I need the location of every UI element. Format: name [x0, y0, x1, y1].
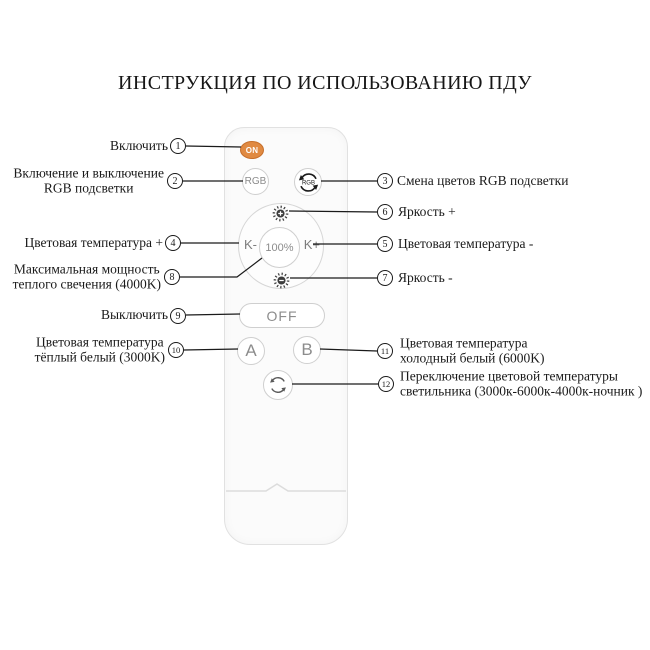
on-button: ON [240, 141, 264, 159]
sun-plus-icon [272, 205, 289, 222]
callout-label-12: Переключение цветовой температуры светильника (3000к-6000к-4000к-ночник ) [400, 368, 643, 398]
svg-text:RGB: RGB [301, 180, 315, 187]
callout-label-11: Цветовая температура холодный белый (6000K) [400, 335, 545, 365]
color-temp-minus-key: K- [244, 237, 257, 252]
dial-pad [238, 203, 324, 289]
a-button: A [237, 337, 265, 365]
callout-marker-5: 5 [377, 236, 393, 252]
page-title: ИНСТРУКЦИЯ ПО ИСПОЛЬЗОВАНИЮ ПДУ [118, 72, 532, 94]
callout-label-8: Максимальная мощность теплого свечения (4000K) [12, 261, 161, 291]
full-power-button: 100% [259, 227, 300, 268]
callout-label-6: Яркость + [398, 203, 456, 219]
circular-arrows-rgb-icon [296, 170, 321, 195]
color-temp-plus-key: K+ [303, 237, 320, 252]
callout-marker-4: 4 [165, 235, 181, 251]
callout-label-9: Выключить [100, 306, 168, 322]
callout-label-4: Цветовая температура + [24, 234, 163, 250]
callout-label-1: Включить [110, 137, 168, 153]
sun-minus-icon [273, 272, 290, 289]
callout-label-2: Включение и выключение RGB подсветки [13, 165, 164, 195]
rgb-button: RGB [242, 168, 269, 195]
callout-marker-1: 1 [170, 138, 186, 154]
remote-control [224, 127, 348, 545]
mode-cycle-button [263, 370, 293, 400]
callout-marker-6: 6 [377, 204, 393, 220]
callout-marker-2: 2 [167, 173, 183, 189]
callout-label-10: Цветовая температура тёплый белый (3000K) [34, 334, 165, 364]
b-button: B [293, 336, 321, 364]
callout-label-3: Смена цветов RGB подсветки [397, 172, 569, 188]
off-button: OFF [239, 303, 325, 328]
callout-marker-3: 3 [377, 173, 393, 189]
rgb-color-cycle-button [294, 168, 322, 196]
callout-marker-8: 8 [164, 269, 180, 285]
callout-marker-7: 7 [377, 270, 393, 286]
callout-label-5: Цветовая температура - [398, 235, 534, 251]
callout-label-7: Яркость - [398, 269, 453, 285]
circular-arrows-icon [267, 374, 289, 396]
callout-marker-10: 10 [168, 342, 184, 358]
callout-marker-11: 11 [377, 343, 393, 359]
callout-marker-12: 12 [378, 376, 394, 392]
callout-marker-9: 9 [170, 308, 186, 324]
